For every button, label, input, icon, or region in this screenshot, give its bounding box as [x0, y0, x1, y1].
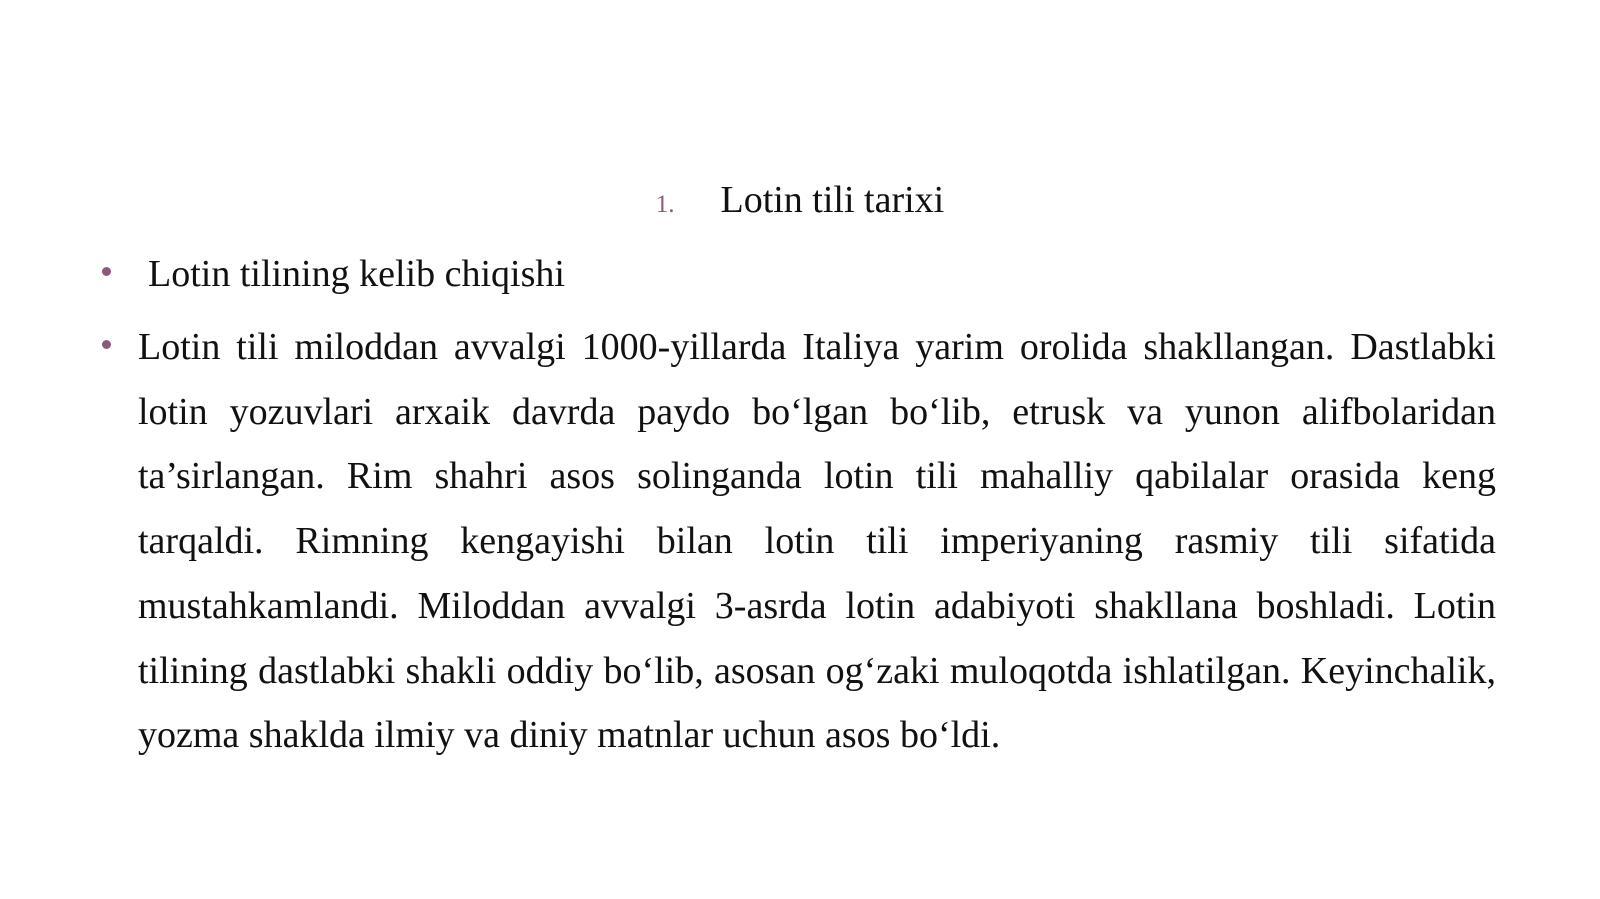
slide-heading	[0, 178, 1600, 222]
bullet-paragraph: Lotin tili miloddan avvalgi 1000-yillarda Italiya yarim orolida shakllangan. Dastlabki lotin yozuvlari arxaik davrda paydo bo‘lgan bo‘lib, etrusk va yunon alifbolaridan ta’sirlangan. Rim shahri asos solinganda lotin tili mahalliy qabilalar orasida keng tarqaldi. Rimning kengayishi bilan lotin tili imperiyaning rasmiy tili sifatida mustahkamlandi. Miloddan avvalgi 3-asrda lotin adabiyoti shakllana boshladi. Lotin tilining dastlabki shakli oddiy bo‘lib, asosan og‘zaki muloqotda ishlatilgan. Keyinchalik, yozma shaklda ilmiy va diniy matnlar uchun asos bo‘ldi.	[138, 326, 1496, 757]
bullet-dot-icon	[102, 340, 111, 349]
bullet-dot-icon	[102, 267, 111, 276]
heading-title: Lotin tili tarixi	[720, 179, 945, 221]
bullet-subheading: Lotin tilining kelib chiqishi	[148, 253, 565, 295]
heading-number: 1.	[655, 191, 675, 218]
